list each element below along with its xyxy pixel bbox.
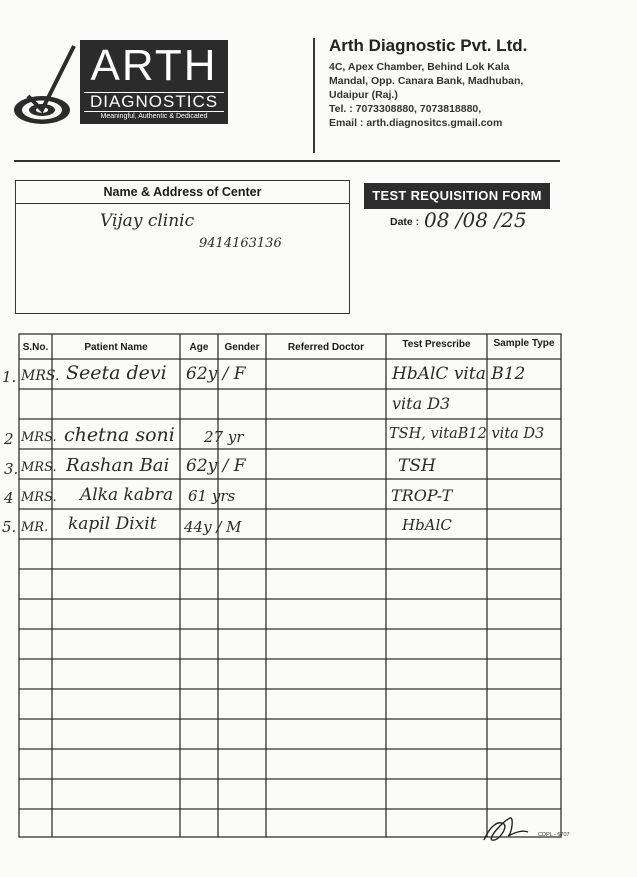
date-value-handwritten: 08 /08 /25	[424, 208, 527, 232]
patient-name: Seeta devi	[66, 362, 167, 384]
center-heading: Name & Address of Center	[16, 181, 349, 204]
tests-prescribed: HbAlC	[402, 516, 452, 534]
col-header-patient-name: Patient Name	[84, 342, 148, 353]
tests-prescribed: HbAlC vita B12	[392, 364, 526, 384]
signature-scribble	[480, 812, 532, 846]
patient-age-gender: 62y / F	[186, 456, 246, 476]
col-header-test-prescribe: Test Prescribe	[402, 339, 471, 350]
patient-title: MRS.	[21, 430, 57, 445]
patient-name: Rashan Bai	[66, 455, 170, 476]
row-number: 4	[4, 489, 14, 507]
company-name: Arth Diagnostic Pvt. Ltd.	[329, 36, 528, 55]
address-line: 4C, Apex Chamber, Behind Lok Kala	[329, 61, 510, 73]
patient-name: chetna soni	[64, 424, 175, 446]
patient-age-gender: 27 yr	[204, 428, 244, 446]
patient-name: Alka kabra	[80, 485, 174, 505]
date-label: Date :	[390, 216, 420, 228]
col-header-age: Age	[189, 342, 209, 353]
tests-prescribed: vita D3	[392, 394, 451, 413]
row-number: 5.	[2, 518, 17, 536]
tests-prescribed: TSH, vitaB12 vita D3	[389, 426, 545, 442]
col-header-sno: S.No.	[22, 342, 49, 353]
row-number: 1.	[2, 368, 17, 386]
form-title: TEST REQUISITION FORM	[364, 183, 550, 209]
tests-prescribed: TSH	[398, 456, 436, 476]
logo-tagline: Meaningful, Authentic & Dedicated	[100, 113, 208, 120]
patient-title: MRS.	[21, 368, 60, 384]
row-number: 2	[4, 430, 14, 448]
col-header-referred-doctor: Referred Doctor	[287, 342, 365, 353]
print-code: CDPL - 6707	[538, 832, 570, 838]
patient-age-gender: 62y / F	[186, 364, 246, 384]
address-line: Mandal, Opp. Canara Bank, Madhuban,	[329, 75, 524, 87]
patient-title: MRS.	[21, 460, 57, 475]
patient-age-gender: 61 yrs	[188, 487, 236, 505]
address-line: Tel. : 7073308880, 7073818880,	[329, 103, 482, 115]
patient-name: kapil Dixit	[68, 514, 157, 534]
row-number: 3.	[4, 460, 19, 478]
patient-title: MR.	[21, 520, 49, 535]
center-phone-handwritten: 9414163136	[199, 236, 282, 251]
patient-age-gender: 44y / M	[184, 518, 242, 536]
center-name-handwritten: Vijay clinic	[100, 211, 195, 231]
col-header-sample-type: Sample Type	[493, 338, 555, 349]
patient-title: MRS.	[21, 490, 57, 505]
tests-prescribed: TROP-T	[391, 486, 453, 505]
col-header-gender: Gender	[224, 342, 260, 353]
address-line: Email : arth.diagnositcs.gmail.com	[329, 117, 503, 129]
address-line: Udaipur (Raj.)	[329, 89, 398, 101]
logo-main-text: ARTH	[90, 41, 218, 90]
logo-sub-text: DIAGNOSTICS	[84, 92, 224, 112]
